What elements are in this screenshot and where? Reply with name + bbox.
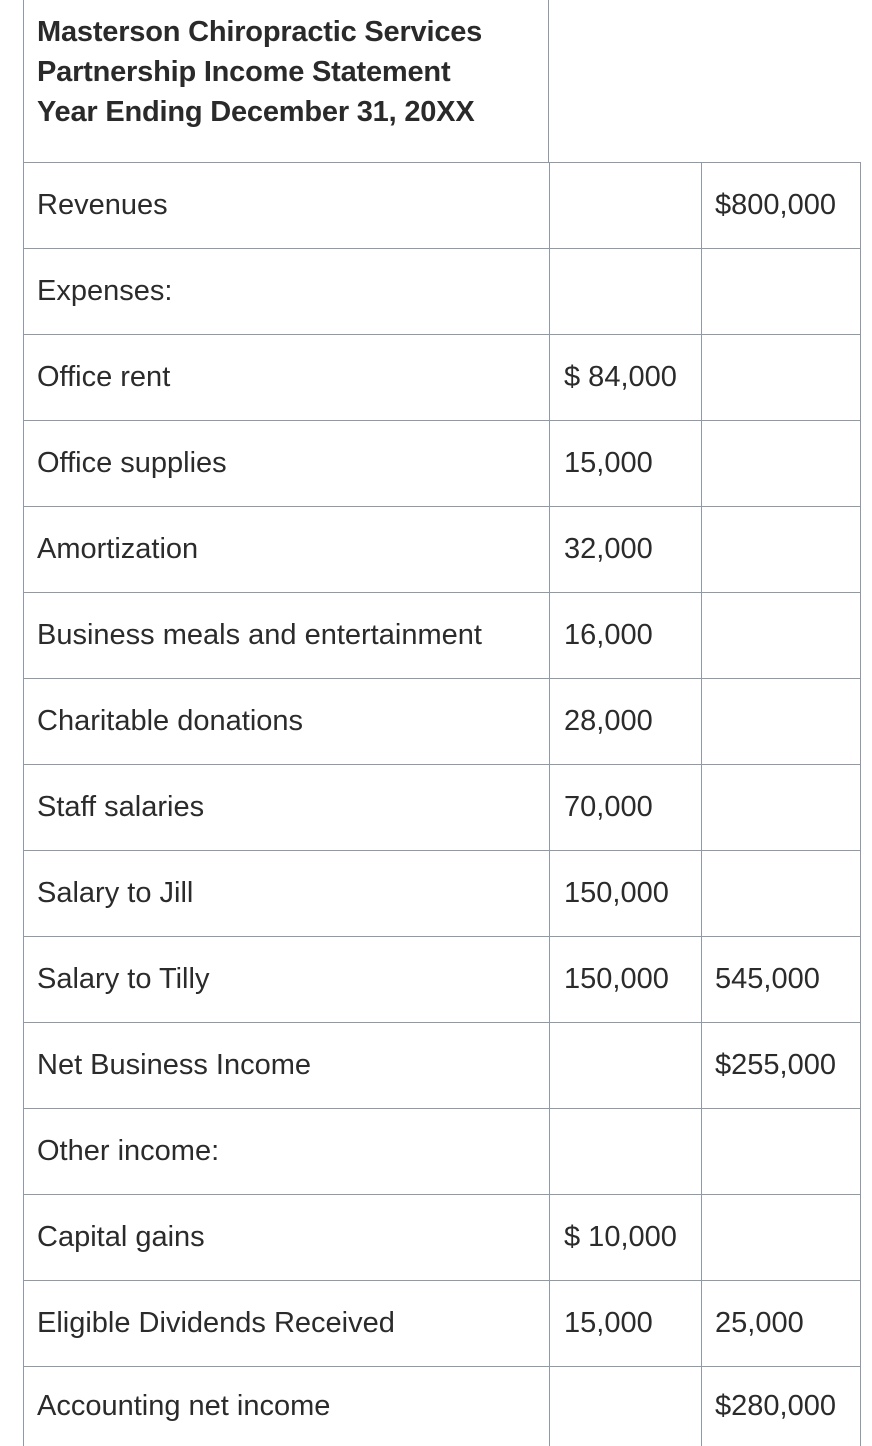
table-row-net-business-income <box>23 1022 861 1108</box>
row-label: Staff salaries <box>37 791 205 823</box>
row-amount <box>549 1109 701 1194</box>
row-total: 545,000 <box>701 937 860 1022</box>
row-amount: 16,000 <box>549 593 701 678</box>
row-amount: 15,000 <box>549 1281 701 1366</box>
table-row-amortization <box>23 506 861 592</box>
table-row-accounting-net-income <box>23 1366 861 1446</box>
row-total: 25,000 <box>701 1281 860 1366</box>
row-label: Salary to Jill <box>37 877 194 909</box>
table-row-expenses-heading <box>23 248 861 334</box>
row-label: Salary to Tilly <box>37 963 210 995</box>
row-label: Net Business Income <box>37 1049 312 1081</box>
table-row-business-meals <box>23 592 861 678</box>
row-total <box>701 679 860 764</box>
row-label: Office rent <box>37 361 171 393</box>
row-amount: 15,000 <box>549 421 701 506</box>
row-amount: $ 84,000 <box>549 335 701 420</box>
row-amount <box>549 1023 701 1108</box>
row-amount <box>549 1367 701 1446</box>
row-label: Business meals and entertainment <box>37 619 482 651</box>
row-amount: 32,000 <box>549 507 701 592</box>
row-total: $280,000 <box>701 1367 860 1446</box>
table-row-staff-salaries <box>23 764 861 850</box>
row-label: Revenues <box>37 189 168 221</box>
table-row-charitable-donations <box>23 678 861 764</box>
table-row-office-supplies <box>23 420 861 506</box>
statement-period: Year Ending December 31, 20XX <box>37 96 475 128</box>
row-total <box>701 765 860 850</box>
row-total: $255,000 <box>701 1023 860 1108</box>
table-row-salary-tilly <box>23 936 861 1022</box>
row-label: Expenses: <box>37 275 173 307</box>
row-label: Amortization <box>37 533 199 565</box>
row-amount: 150,000 <box>549 851 701 936</box>
row-label: Charitable donations <box>37 705 304 737</box>
table-row-revenues <box>23 162 861 248</box>
row-amount <box>549 249 701 334</box>
row-label: Eligible Dividends Received <box>37 1307 395 1339</box>
row-amount: 150,000 <box>549 937 701 1022</box>
row-label: Office supplies <box>37 447 227 479</box>
table-row-capital-gains <box>23 1194 861 1280</box>
row-label: Accounting net income <box>37 1390 331 1422</box>
row-total <box>701 1195 860 1280</box>
row-amount: $ 10,000 <box>549 1195 701 1280</box>
row-amount <box>549 163 701 248</box>
row-total <box>701 593 860 678</box>
row-label: Capital gains <box>37 1221 205 1253</box>
row-total <box>701 1109 860 1194</box>
table-row-other-income-heading <box>23 1108 861 1194</box>
row-total <box>701 421 860 506</box>
row-total <box>701 507 860 592</box>
row-amount: 70,000 <box>549 765 701 850</box>
table-row-office-rent <box>23 334 861 420</box>
row-label: Other income: <box>37 1135 220 1167</box>
row-amount: 28,000 <box>549 679 701 764</box>
row-total <box>701 335 860 420</box>
row-total <box>701 851 860 936</box>
table-row-eligible-dividends <box>23 1280 861 1366</box>
company-name: Masterson Chiropractic Services <box>37 16 483 48</box>
statement-header <box>23 0 549 162</box>
statement-title: Partnership Income Statement <box>37 56 451 88</box>
table-row-salary-jill <box>23 850 861 936</box>
row-total: $800,000 <box>701 163 860 248</box>
row-total <box>701 249 860 334</box>
